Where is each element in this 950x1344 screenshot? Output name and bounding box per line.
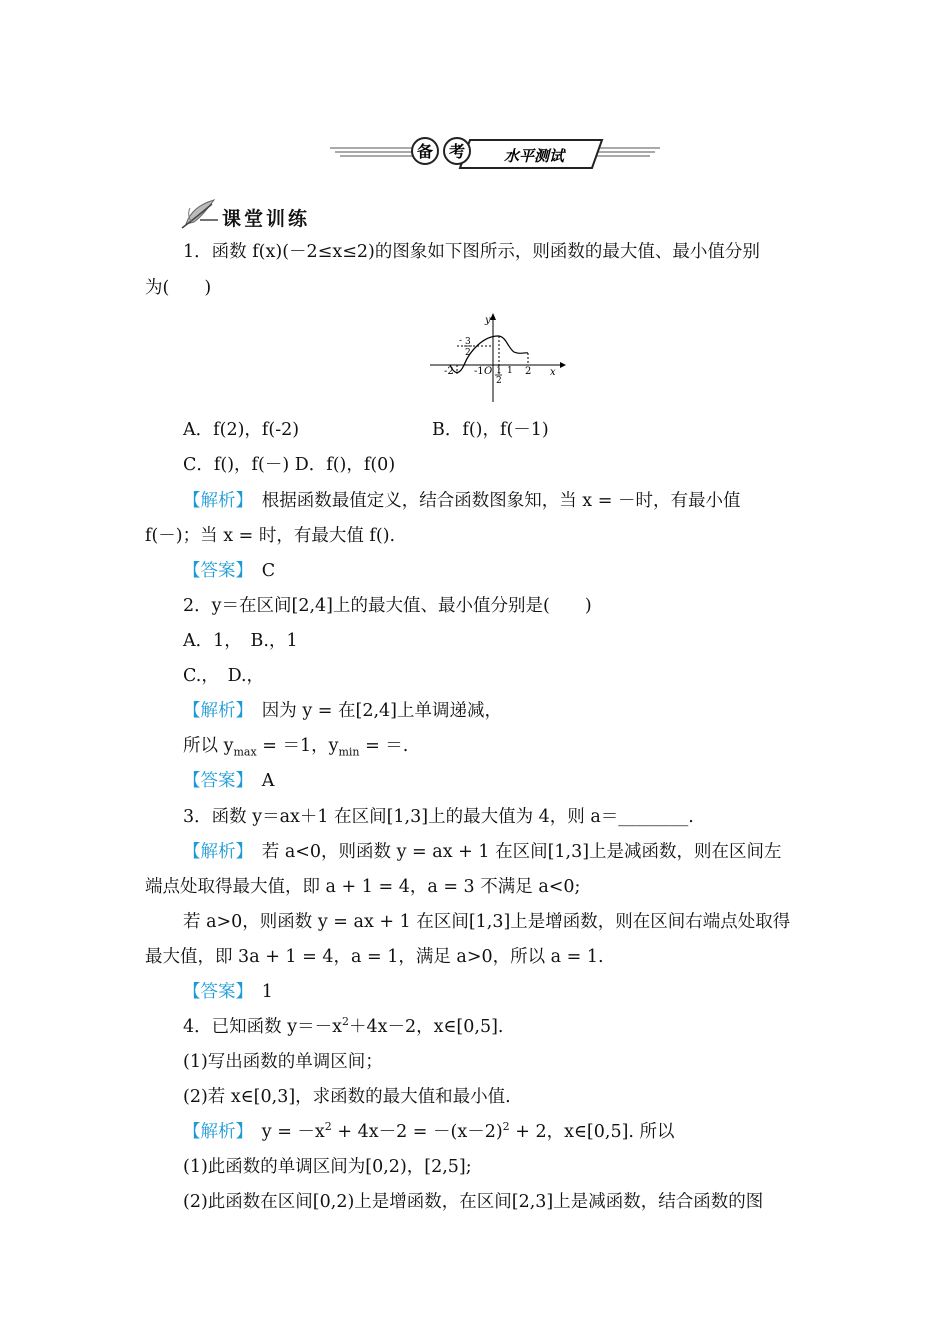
x-axis-label: x <box>550 367 556 378</box>
q2-analysis-cont <box>183 734 408 758</box>
q1-line1: 1．函数 f(x)(－2≤x≤2)的图象如下图所示，则函数的最大值、最小值分别 <box>183 242 760 262</box>
q3-answer <box>183 980 273 1004</box>
q1-options-cd: C．f()，f(－) D．f()，f(0) <box>183 455 396 475</box>
origin-label: O <box>484 366 493 377</box>
q4-part2: (2)若 x∈[0,3]，求函数的最大值和最小值. <box>183 1087 511 1107</box>
function-graph <box>428 310 568 405</box>
q2-so: 所以 y <box>183 736 234 756</box>
tick-neg-two: -2 <box>444 366 454 377</box>
answer-tag: 【答案】 <box>183 982 245 1002</box>
tick-half-num: 1 <box>496 366 502 376</box>
q2-answer-value: A <box>244 771 275 791</box>
q2-stem: 2．y＝在区间[2,4]上的最大值、最小值分别是( ) <box>183 596 592 616</box>
q2-analysis <box>183 699 502 723</box>
analysis-tag: 【解析】 <box>183 491 245 511</box>
q1-analysis-text: 根据函数最值定义，结合函数图象知，当 x = －时，有最小值 <box>244 491 741 511</box>
q2-ymax: = ＝1，y <box>256 736 339 756</box>
tick-three: 3 <box>465 337 471 347</box>
tick-neg: - <box>459 336 463 346</box>
q4-stem-a: 4．已知函数 y＝－x <box>183 1017 342 1037</box>
answer-tag: 【答案】 <box>183 561 245 581</box>
q1-option-a: A．f(2)，f(-2) <box>183 420 300 440</box>
q1-answer-value: C <box>244 561 276 581</box>
q3-analysis-line3: 若 a>0，则函数 y = ax + 1 在区间[1,3]上是增函数，则在区间右端点处取得 <box>183 912 791 932</box>
q4-analysis-line2: (1)此函数的单调区间为[0,2)，[2,5]; <box>183 1157 472 1177</box>
sub-max: max <box>233 745 257 759</box>
tick-one: 1 <box>507 366 513 376</box>
banner-title: 水平测试 <box>503 147 565 165</box>
q1-analysis-cont: f(－)；当 x = 时，有最大值 f(). <box>145 526 396 546</box>
tick-two: 2 <box>525 366 532 377</box>
sup-2: 2 <box>324 1120 332 1134</box>
analysis-tag: 【解析】 <box>183 842 245 862</box>
q1-answer <box>183 559 275 583</box>
header-banner <box>330 128 660 176</box>
sup-2: 2 <box>341 1015 349 1029</box>
sub-min: min <box>338 745 360 759</box>
q4-part1: (1)写出函数的单调区间； <box>183 1052 383 1072</box>
q2-ymin: = ＝. <box>359 736 409 756</box>
q4-analysis-c: + 2，x∈[0,5]. 所以 <box>509 1122 675 1142</box>
q1-option-b: B．f()，f(－1) <box>432 420 549 440</box>
tick-neg-one: -1 <box>474 366 484 377</box>
badge-1: 备 <box>416 142 434 161</box>
q4-stem-b: ＋4x－2，x∈[0,5]. <box>348 1017 504 1037</box>
q2-options-ab: A．1， B.，1 <box>183 631 298 651</box>
q4-analysis-a: y = －x <box>244 1122 325 1142</box>
q1-line2: 为( ) <box>145 278 212 298</box>
q3-analysis <box>183 840 782 864</box>
q4-stem <box>183 1015 503 1039</box>
q4-analysis-line3: (2)此函数在区间[0,2)上是增函数，在区间[2,3]上是减函数，结合函数的图 <box>183 1192 764 1212</box>
q3-stem: 3．函数 y＝ax＋1 在区间[1,3]上的最大值为 4，则 a＝________. <box>183 807 694 827</box>
q3-analysis-line4: 最大值，即 3a + 1 = 4，a = 1，满足 a>0，所以 a = 1. <box>145 947 604 967</box>
analysis-tag: 【解析】 <box>183 1122 245 1142</box>
badge-2: 考 <box>448 142 466 161</box>
q2-options-cd: C.， D.， <box>183 666 265 686</box>
tick-den: 2 <box>465 348 471 358</box>
section-heading <box>178 198 378 234</box>
tick-half-den: 2 <box>496 376 502 386</box>
q2-answer <box>183 769 274 793</box>
analysis-tag: 【解析】 <box>183 701 245 721</box>
q4-analysis-b: + 4x－2 = －(x－2) <box>331 1122 503 1142</box>
y-axis-label: y <box>485 315 491 326</box>
q3-analysis-text: 若 a<0，则函数 y = ax + 1 在区间[1,3]上是减函数，则在区间左 <box>244 842 782 862</box>
q3-answer-value: 1 <box>244 982 273 1002</box>
sup-2: 2 <box>502 1120 510 1134</box>
leaf-icon <box>178 198 222 230</box>
q2-analysis-text: 因为 y = 在[2,4]上单调递减， <box>244 701 502 721</box>
answer-tag: 【答案】 <box>183 771 245 791</box>
section-title: 课堂训练 <box>222 208 311 230</box>
q3-analysis-line2: 端点处取得最大值，即 a + 1 = 4，a = 3 不满足 a<0; <box>145 877 581 897</box>
q4-analysis <box>183 1120 675 1144</box>
q1-analysis <box>183 489 740 513</box>
